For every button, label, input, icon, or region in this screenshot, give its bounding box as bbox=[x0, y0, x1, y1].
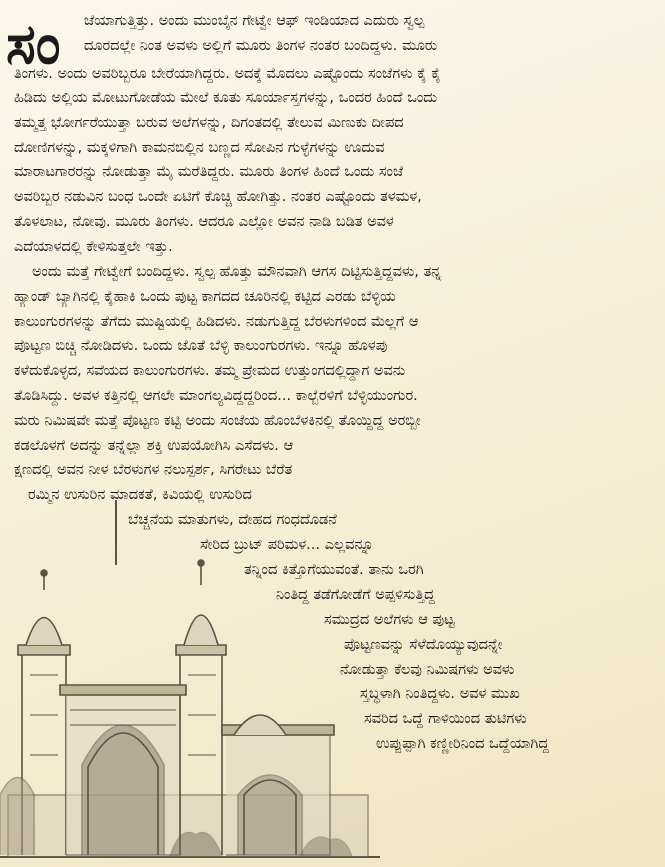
drop-cap: ಸಂ bbox=[6, 11, 61, 77]
article-line: ಬೆಚ್ಚನೆಯ ಮಾತುಗಳು, ದೇಹದ ಗಂಧದೊಡನೆ bbox=[128, 512, 337, 528]
article-line: ತೊಳಲಾಟ, ನೋವು. ಮೂರು ತಿಂಗಳು. ಆದರೂ ಎಲ್ಲೋ ಅವನ ನಾಡಿ ಬಡಿತ ಅವಳ bbox=[14, 214, 394, 230]
article-line: ರಮ್ಮಿನ ಉಸುರಿನ ಮಾದಕತೆ, ಕಿವಿಯಲ್ಲಿ ಉಸುರಿದ bbox=[28, 487, 252, 503]
article-line: ಎದೆಯಾಳದಲ್ಲಿ ಕೇಳಿಸುತ್ತಲೇ ಇತ್ತು. bbox=[14, 239, 173, 255]
article-line: ದೋಣಿಗಳನ್ನು, ಮಕ್ಕಳಿಗಾಗಿ ಕಾಮನಬಿಲ್ಲಿನ ಬಣ್ಣದ ಸೋಪಿನ ಗುಳ್ಳೆಗಳನ್ನು ಊದುವ bbox=[14, 140, 385, 156]
article-line: ಕಾಲುಂಗುರಗಳನ್ನು ತೆಗೆದು ಮುಷ್ಟಿಯಲ್ಲಿ ಹಿಡಿದಳು. ನಡುಗುತ್ತಿದ್ದ ಬೆರಳುಗಳಿಂದ ಮೆಲ್ಲಗೆ ಆ bbox=[14, 314, 419, 330]
article-line: ಅವರಿಬ್ಬರ ನಡುವಿನ ಬಂಧ ಒಂದೇ ಏಟಿಗೆ ಕೊಚ್ಚಿ ಹೋಗಿತ್ತು. ನಂತರ ಎಷ್ಟೊಂದು ತಳಮಳ, bbox=[14, 189, 422, 205]
article-line: ತೊಡಿಸಿದ್ದು. ಅವಳ ಕತ್ತಿನಲ್ಲಿ ಆಗಲೇ ಮಾಂಗಲ್ಯವಿದ್ದದ್ದರಿಂದ... ಕಾಲ್ಬೆರಳಿಗೆ ಬೆಳ್ಳಿಯುಂಗುರ. bbox=[14, 388, 418, 404]
article-line: ಮರು ನಿಮಿಷವೇ ಮತ್ತೆ ಪೊಟ್ಟಣ ಕಟ್ಟಿ ಅಂದು ಸಂಜೆಯ ಹೊಂಬೆಳಕಿನಲ್ಲಿ ತೊಯ್ದಿದ್ದ ಅರಬ್ಬೀ bbox=[14, 413, 421, 429]
article-line: ಅಂದು ಮತ್ತೆ ಗೇಟ್ವೇಗೆ ಬಂದಿದ್ದಳು. ಸ್ವಲ್ಪ ಹೊತ್ತು ಮೌನವಾಗಿ ಆಗಸ ದಿಟ್ಟಿಸುತ್ತಿದ್ದವಳು, ತನ್ನ bbox=[32, 264, 442, 280]
article-line: ಕಳೆದುಕೊಳ್ಳದ, ಸವೆಯದ ಕಾಲುಂಗುರಗಳು. ತಮ್ಮ ಪ್ರೇಮದ ಉತ್ತುಂಗದಲ್ಲಿದ್ದಾಗ ಅವನು bbox=[14, 363, 406, 379]
article-line: ಕ್ಷಣದಲ್ಲಿ ಅವನ ನೀಳ ಬೆರಳುಗಳ ನಲುಸ್ಪರ್ಶ, ಸಿಗರೇಟು ಬೆರೆತ bbox=[14, 462, 293, 478]
article-line: ಸ್ತಬ್ಧಳಾಗಿ ನಿಂತಿದ್ದಳು. ಅವಳ ಮುಖ bbox=[360, 686, 520, 702]
article-line: ಹಿಡಿದು ಅಲ್ಲಿಯ ಮೋಟುಗೋಡೆಯ ಮೇಲೆ ಕೂತು ಸೂರ್ಯಾಸ್ತಗಳನ್ನು, ಒಂದರ ಹಿಂದೆ ಒಂದು bbox=[14, 90, 438, 106]
article-line: ಮಾರಾಟಗಾರರನ್ನು ನೋಡುತ್ತಾ ಮೈ ಮರೆತಿದ್ದರು. ಮೂರು ತಿಂಗಳ ಹಿಂದೆ ಒಂದು ಸಂಜೆ bbox=[14, 164, 404, 180]
article-line: ಕಡಲೊಳಗೆ ಅದನ್ನು ತನ್ನೆಲ್ಲಾ ಶಕ್ತಿ ಉಪಯೋಗಿಸಿ ಎಸೆದಳು. ಆ bbox=[14, 438, 294, 454]
article-line: ನಿಂತಿದ್ದ ತಡೆಗೋಡೆಗೆ ಅಪ್ಪಳಿಸುತ್ತಿದ್ದ bbox=[276, 587, 435, 603]
article-line: ಸೇರಿದ ಬ್ರುಟ್ ಪರಿಮಳ... ಎಲ್ಲವನ್ನೂ bbox=[200, 537, 374, 553]
article-line: ಪೊಟ್ಟಣವನ್ನು ಸೆಳೆದೊಯ್ಯುವುದನ್ನೇ bbox=[344, 637, 503, 653]
article-line: ಸವರಿದ ಒದ್ದೆ ಗಾಳಿಯಿಂದ ತುಟಿಗಳು bbox=[364, 711, 527, 727]
article-line: ಹ್ಯಾಂಡ್ ಬ್ಯಾಗಿನಲ್ಲಿ ಕೈಹಾಕಿ ಒಂದು ಪುಟ್ಟ ಕಾಗದದ ಚೂರಿನಲ್ಲಿ ಕಟ್ಟಿದ ಎರಡು ಬೆಳ್ಳಿಯ bbox=[14, 289, 396, 305]
article-line: ತಮ್ಮತ್ತ ಭೋರ್ಗರೆಯುತ್ತಾ ಬರುವ ಅಲೆಗಳನ್ನು, ದಿಗಂತದಲ್ಲಿ ತೇಲುವ ಮಿಣುಕು ದೀಪದ bbox=[14, 115, 404, 131]
article-line: ದೂರದಲ್ಲೇ ನಿಂತ ಅವಳು ಅಲ್ಲಿಗೆ ಮೂರು ತಿಂಗಳ ನಂತರ ಬಂದಿದ್ದಳು. ಮೂರು bbox=[84, 38, 438, 54]
article-line: ಸಮುದ್ರದ ಅಲೆಗಳು ಆ ಪುಟ್ಟ bbox=[324, 612, 455, 628]
article-line: ನೋಡುತ್ತಾ ಕೆಲವು ನಿಮಿಷಗಳು ಅವಳು bbox=[340, 662, 515, 678]
article-line: ಉಪ್ಪುಪ್ಪಾಗಿ ಕಣ್ಣೀರಿನಿಂದ ಒದ್ದೆಯಾಗಿದ್ದ bbox=[376, 736, 549, 752]
article-line: ಪೊಟ್ಟಣ ಬಿಚ್ಚಿ ನೋಡಿದಳು. ಒಂದು ಜೊತೆ ಬೆಳ್ಳಿ ಕಾಲುಂಗುರಗಳು. ಇನ್ನೂ ಹೊಳಪು bbox=[14, 338, 388, 354]
article-line: ತಿಂಗಳು. ಅಂದು ಅವರಿಬ್ಬರೂ ಬೇರೆಯಾಗಿದ್ದರು. ಅದಕ್ಕೆ ಮೊದಲು ಎಷ್ಟೊಂದು ಸಂಜೆಗಳು ಕೈ ಕೈ bbox=[14, 66, 441, 82]
article-line: ತನ್ನಿಂದ ಕಿತ್ತೊಗೆಯುವಂತೆ. ತಾನು ಒರಗಿ bbox=[244, 562, 424, 578]
article-line: ಜೆಯಾಗುತ್ತಿತ್ತು. ಅಂದು ಮುಂಬೈನ ಗೇಟ್ವೇ ಆಫ್ ಇಂಡಿಯಾದ ಎದುರು ಸ್ವಲ್ಪ bbox=[84, 13, 425, 29]
